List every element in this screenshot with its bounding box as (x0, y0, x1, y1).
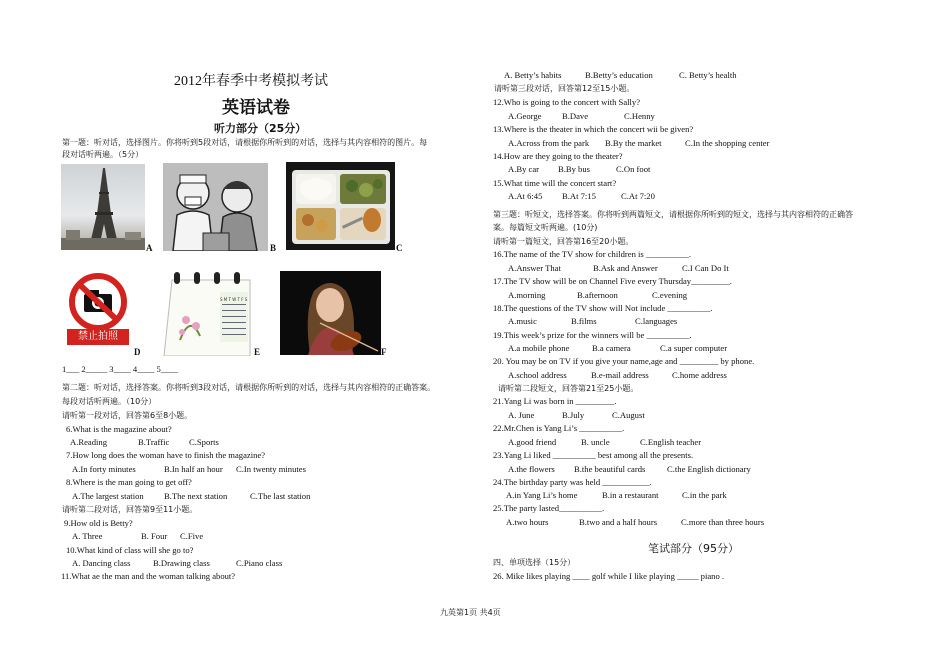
q21-option-c: C.August (612, 410, 645, 420)
q21-option-a: A. June (508, 410, 535, 420)
question-22: 22.Mr.Chen is Yang Li’s __________. (493, 423, 625, 433)
q19-option-b: B.a camera (592, 343, 631, 353)
q19-option-a: A.a mobile phone (508, 343, 570, 353)
passage1-instruction: 请听第一篇短文，回答第16至20小题。 (493, 237, 634, 246)
q10-option-c: C.Piano class (236, 558, 283, 568)
q21-option-b: B.July (562, 410, 585, 420)
subject-title: 英语试卷 (222, 98, 290, 118)
q17-option-a: A.morning (508, 290, 546, 300)
question-12: 12.Who is going to the concert with Sally? (493, 97, 641, 107)
q20-option-a: A.school address (508, 370, 567, 380)
picture-b-label: B (270, 243, 277, 253)
q14-option-c: C.On foot (616, 164, 651, 174)
written-part-title: 笔试部分（95分） (648, 542, 739, 555)
picture-b-doctor-cartoon (163, 163, 268, 251)
q24-option-c: C.in the park (682, 490, 727, 500)
q20-option-c: C.home address (672, 370, 727, 380)
question-14: 14.How are they going to the theater? (493, 151, 623, 161)
q13-option-a: A.Across from the park (508, 138, 590, 148)
q16-option-c: C.I Can Do It (682, 263, 729, 273)
q9-option-b: B. Four (141, 531, 168, 541)
section3-instruction-line2: 案。每篇短文听两遍。(10分) (493, 223, 598, 232)
question-16: 16.The name of the TV show for children is __________. (493, 249, 692, 259)
q9-option-a: A. Three (72, 531, 103, 541)
q18-option-a: A.music (508, 316, 537, 326)
q16-option-a: A.Answer That (508, 263, 561, 273)
picture-d-no-photo-sign (63, 272, 133, 354)
q13-option-c: C.In the shopping center (685, 138, 770, 148)
exam-title: 2012年春季中考模拟考试 (174, 74, 328, 89)
q8-option-a: A.The largest station (72, 491, 144, 501)
q14-option-a: A.By car (508, 164, 540, 174)
picture-c-food-tray (286, 162, 395, 250)
q15-option-a: A.At 6:45 (508, 191, 543, 201)
q10-option-b: B.Drawing class (153, 558, 210, 568)
question-25: 25.The party lasted__________. (493, 503, 605, 513)
q22-option-b: B. uncle (581, 437, 610, 447)
picture-f-label: F (381, 347, 387, 357)
question-10: 10.What kind of class will she go to? (66, 545, 194, 555)
no-photo-sign-text: 禁止拍照 (67, 329, 129, 345)
part-title: 听力部分（25分） (214, 122, 307, 135)
q7-option-b: B.In half an hour (164, 464, 223, 474)
q12-option-a: A.George (508, 111, 542, 121)
section1-instruction-line2: 段对话听两遍。（5分） (62, 150, 144, 159)
q24-option-a: A.in Yang Li’s home (506, 490, 578, 500)
q18-option-c: C.languages (635, 316, 678, 326)
q14-option-b: B.By bus (558, 164, 590, 174)
q25-option-b: B.two and a half hours (579, 517, 658, 527)
q22-option-a: A.good friend (508, 437, 557, 447)
question-21: 21.Yang Li was born in _________. (493, 396, 617, 406)
picture-answer-blanks: 1___ 2_____ 3____ 4____ 5____ (62, 364, 179, 374)
single-choice-heading: 四、单项选择（15分） (493, 558, 576, 567)
q9-option-c: C.Five (180, 531, 204, 541)
q23-option-a: A.the flowers (508, 464, 555, 474)
q8-option-b: B.The next station (164, 491, 228, 501)
picture-e-label: E (254, 347, 261, 357)
picture-a-label: A (146, 243, 153, 253)
q10-option-a: A. Dancing class (72, 558, 131, 568)
q17-option-b: B.afternoon (577, 290, 618, 300)
section3-instruction-line1: 第三题：听短文，选择答案。你将听到两篇短文，请根据你所听到的短文，选择与其内容相符的正确答 (493, 210, 853, 219)
question-6: 6.What is the magazine about? (66, 424, 172, 434)
question-26: 26. Mike likes playing ____ golf while I like playing _____ piano . (493, 571, 725, 581)
picture-d-label: D (134, 347, 141, 357)
q18-option-b: B.films (571, 316, 597, 326)
picture-f-girl-violin (280, 271, 381, 355)
q11-option-b: B.Betty’s education (585, 70, 653, 80)
q20-option-b: B.e-mail address (591, 370, 649, 380)
q11-option-a: A. Betty’s habits (504, 70, 562, 80)
question-23: 23.Yang Li liked __________ best among all the presents. (493, 450, 694, 460)
q22-option-c: C.English teacher (640, 437, 702, 447)
question-24: 24.The birthday party was held ___________. (493, 477, 652, 487)
dialog1-instruction: 请听第一段对话，回答第6至8小题。 (62, 411, 193, 420)
picture-e-calendar (160, 270, 254, 356)
q25-option-a: A.two hours (506, 517, 549, 527)
question-7: 7.How long does the woman have to finish the magazine? (66, 450, 266, 460)
q8-option-c: C.The last station (250, 491, 311, 501)
q6-option-c: C.Sports (189, 437, 219, 447)
section2-instruction-line1: 第二题：听对话，选择答案。你将听到3段对话，请根据你所听到的对话，选择与其内容相符的正确答案。 (62, 383, 436, 392)
section1-instruction-line1: 第一题：听对话，选择图片。你将听到5段对话，请根据你所听到的对话，选择与其内容相符的图片。每 (62, 138, 428, 147)
q23-option-b: B.the beautiful cards (574, 464, 646, 474)
q7-option-c: C.In twenty minutes (236, 464, 306, 474)
q15-option-c: C.At 7:20 (621, 191, 655, 201)
question-17: 17.The TV show will be on Channel Five every Thursday_________. (493, 276, 732, 286)
q23-option-c: C.the English dictionary (667, 464, 751, 474)
question-11: 11.What ae the man and the woman talking about? (61, 571, 236, 581)
question-8: 8.Where is the man going to get off? (66, 477, 192, 487)
q25-option-c: C.more than three hours (681, 517, 765, 527)
q17-option-c: C.evening (652, 290, 688, 300)
dialog2-instruction: 请听第二段对话，回答第9至11小题。 (62, 505, 198, 514)
question-18: 18.The questions of the TV show will Not include __________. (493, 303, 713, 313)
question-19: 19.This week’s prize for the winners will be __________. (493, 330, 692, 340)
dialog3-instruction: 请听第三段对话，回答第12至15小题。 (494, 84, 635, 93)
picture-c-label: C (396, 243, 403, 253)
passage2-instruction: 请听第二段短文，回答第21至25小题。 (498, 384, 639, 393)
q12-option-b: B.Dave (562, 111, 589, 121)
question-13: 13.Where is the theater in which the concert wii be given? (493, 124, 694, 134)
page-footer: 九英第1页 共4页 (440, 608, 501, 617)
q13-option-b: B.By the market (605, 138, 662, 148)
calendar-day-header: S M T W T F S (220, 297, 248, 302)
question-15: 15.What time will the concert start? (493, 178, 617, 188)
q15-option-b: B.At 7:15 (562, 191, 596, 201)
q24-option-b: B.in a restaurant (602, 490, 659, 500)
picture-a-eiffel-tower (61, 164, 145, 250)
q12-option-c: C.Henny (624, 111, 655, 121)
q11-option-c: C. Betty’s health (679, 70, 737, 80)
question-9: 9.How old is Betty? (64, 518, 133, 528)
q6-option-b: B.Traffic (138, 437, 170, 447)
q6-option-a: A.Reading (70, 437, 107, 447)
question-20: 20. You may be on TV if you give your name,age and _________ by phone. (493, 356, 755, 366)
q7-option-a: A.In forty minutes (72, 464, 136, 474)
section2-instruction-line2: 每段对话听两遍。（10分） (62, 397, 157, 406)
q16-option-b: B.Ask and Answer (593, 263, 658, 273)
q19-option-c: C.a super computer (660, 343, 728, 353)
